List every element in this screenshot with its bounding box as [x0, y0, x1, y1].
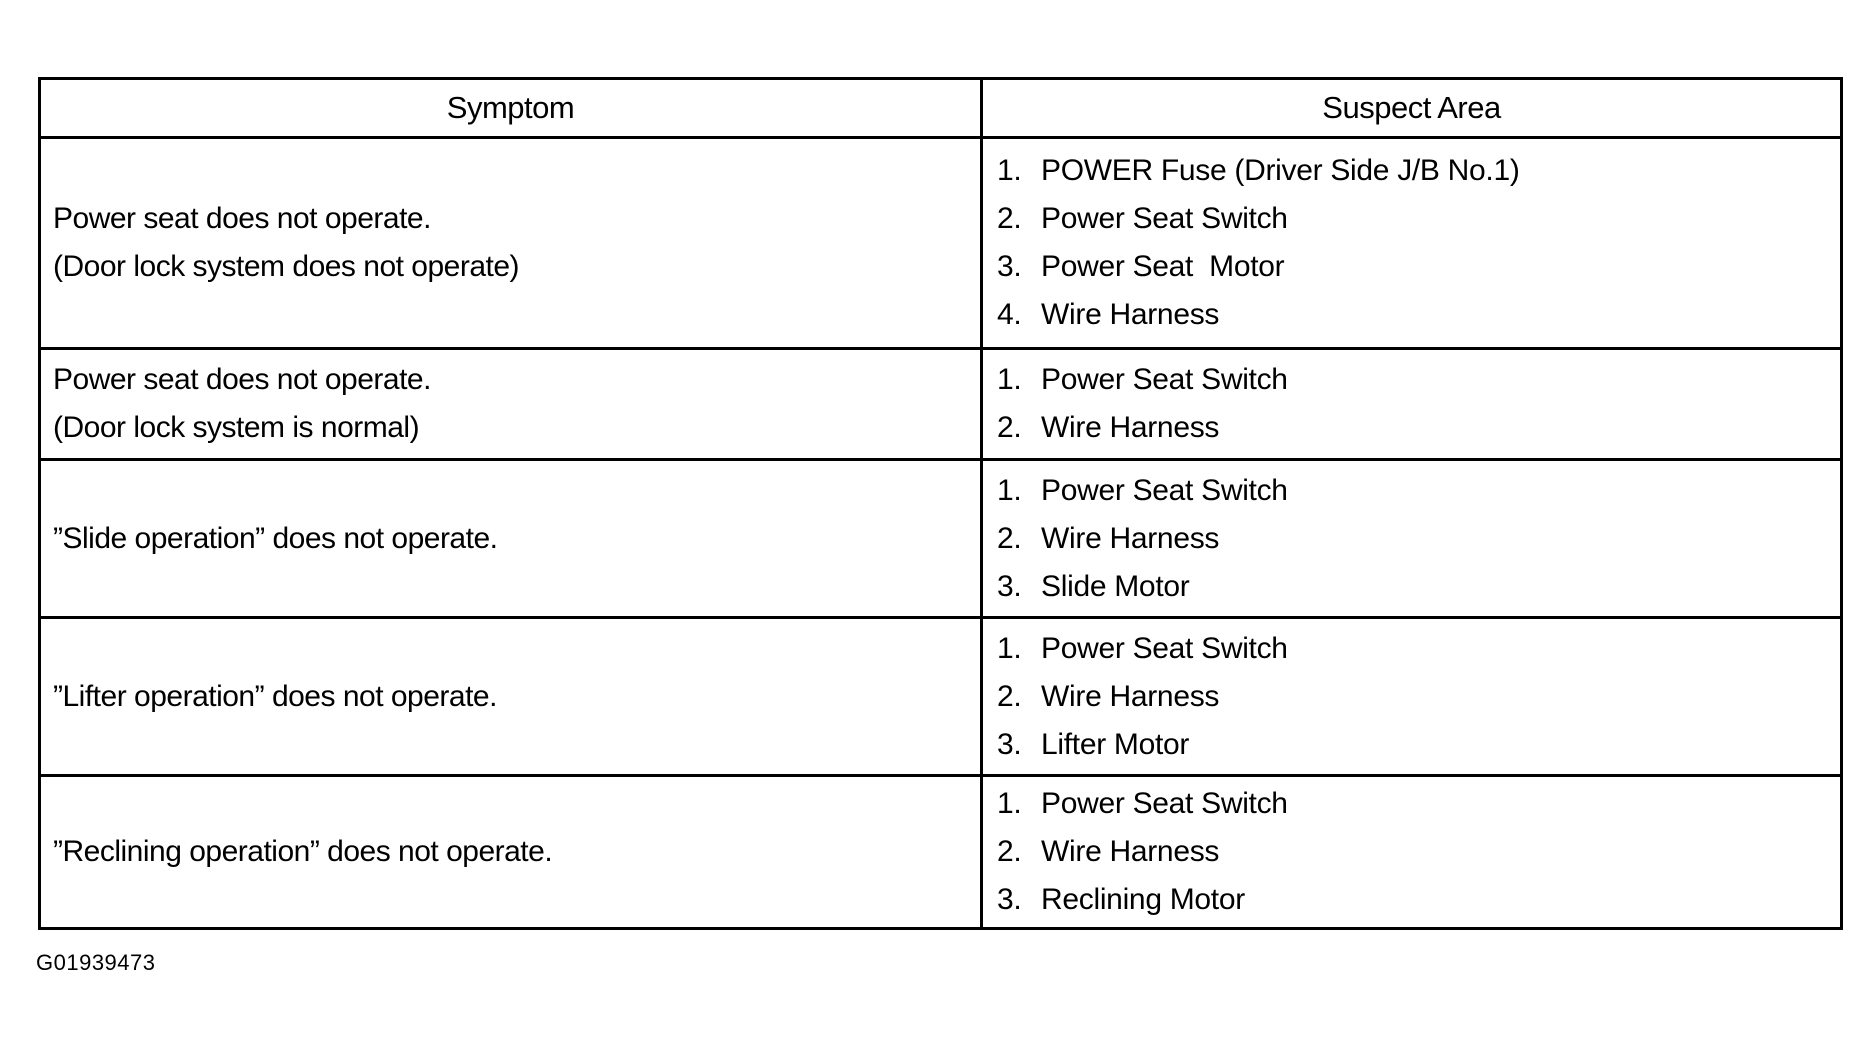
item-number: 1. [997, 631, 1022, 665]
item-text: Power Seat Switch [1041, 473, 1288, 507]
item-number: 1. [997, 363, 1022, 396]
suspect-item [997, 721, 1840, 769]
symptom-cell [40, 776, 982, 929]
symptom-note: (Door lock system does not operate) [53, 250, 520, 283]
troubleshooting-table [38, 77, 1843, 930]
suspect-area-header: Suspect Area [982, 79, 1842, 138]
symptom-cell [40, 138, 982, 349]
suspect-item [997, 515, 1840, 563]
item-text: Power Seat Switch [1041, 787, 1288, 820]
item-number: 2. [997, 521, 1022, 555]
suspect-list [997, 147, 1840, 339]
suspect-area-cell [982, 349, 1842, 460]
suspect-item [997, 404, 1840, 452]
symptom-text: Power seat does not operate. [53, 363, 431, 396]
item-text: Lifter Motor [1041, 727, 1190, 761]
item-number: 3. [997, 569, 1022, 603]
suspect-area-cell [982, 460, 1842, 618]
item-text: Power Seat Switch [1041, 363, 1288, 396]
item-number: 1. [997, 154, 1022, 187]
suspect-area-cell [982, 138, 1842, 349]
item-text: Power Seat Motor [1041, 250, 1285, 283]
suspect-item [997, 356, 1840, 404]
item-number: 4. [997, 298, 1022, 331]
suspect-item [997, 467, 1840, 515]
item-text: Wire Harness [1041, 521, 1220, 555]
item-text: Wire Harness [1041, 835, 1220, 868]
item-number: 1. [997, 787, 1022, 820]
suspect-item [997, 291, 1840, 339]
item-text: Wire Harness [1041, 679, 1220, 713]
item-text: Power Seat Switch [1041, 202, 1288, 235]
suspect-item [997, 780, 1840, 828]
item-number: 2. [997, 835, 1022, 868]
suspect-item [997, 625, 1840, 673]
figure-id: G01939473 [36, 950, 156, 975]
symptom-text: ”Lifter operation” does not operate. [53, 679, 497, 713]
item-text: Reclining Motor [1041, 883, 1245, 916]
table-row [40, 776, 1842, 929]
item-number: 2. [997, 411, 1022, 444]
item-number: 2. [997, 679, 1022, 713]
item-number: 2. [997, 202, 1022, 235]
suspect-item [997, 243, 1840, 291]
suspect-item [997, 147, 1840, 195]
suspect-item [997, 195, 1840, 243]
symptom-cell [40, 460, 982, 618]
table-row [40, 138, 1842, 349]
suspect-list [997, 356, 1840, 452]
symptom-text: ”Reclining operation” does not operate. [53, 835, 553, 868]
suspect-area-cell [982, 776, 1842, 929]
symptom-header: Symptom [40, 79, 982, 138]
suspect-item [997, 563, 1840, 611]
suspect-item [997, 828, 1840, 876]
table-row [40, 618, 1842, 776]
item-text: Power Seat Switch [1041, 631, 1288, 665]
item-number: 3. [997, 727, 1022, 761]
suspect-area-cell [982, 618, 1842, 776]
header-row [40, 79, 1842, 138]
item-text: Wire Harness [1041, 411, 1220, 444]
item-text: Slide Motor [1041, 569, 1190, 603]
suspect-list [997, 625, 1840, 769]
symptom-cell [40, 618, 982, 776]
item-text: Wire Harness [1041, 298, 1220, 331]
symptom-text: ”Slide operation” does not operate. [53, 521, 498, 555]
table-row [40, 349, 1842, 460]
suspect-list [997, 467, 1840, 611]
symptom-text: Power seat does not operate. [53, 202, 431, 235]
table-row [40, 460, 1842, 618]
suspect-item [997, 673, 1840, 721]
symptom-note: (Door lock system is normal) [53, 411, 420, 444]
item-number: 3. [997, 883, 1022, 916]
suspect-list [997, 780, 1840, 924]
item-text: POWER Fuse (Driver Side J/B No.1) [1041, 154, 1520, 187]
item-number: 1. [997, 473, 1022, 507]
item-number: 3. [997, 250, 1022, 283]
suspect-item [997, 876, 1840, 924]
symptom-cell [40, 349, 982, 460]
